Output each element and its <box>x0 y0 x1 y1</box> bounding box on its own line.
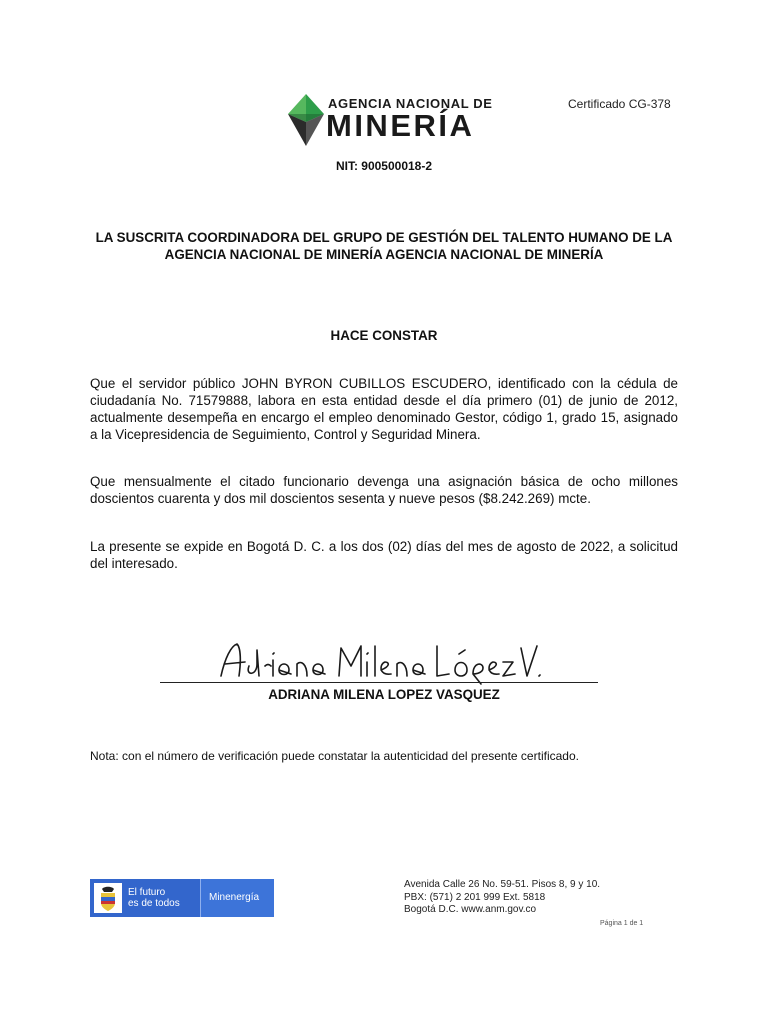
banner-slogan-line1: El futuro <box>128 887 166 898</box>
banner-slogan-line2: es de todos <box>128 898 180 909</box>
coat-of-arms-icon <box>94 883 122 913</box>
body-paragraph-salary: Que mensualmente el citado funcionario devenga una asignación básica de ocho millones doscientos cuarenta y dos mil doscientos sesenta y nueve pesos ($8.242.269) mcte. <box>90 474 678 506</box>
page-number: Página 1 de 1 <box>600 920 644 927</box>
diamond-logo-icon <box>288 94 324 146</box>
address-line3: Bogotá D.C. www.anm.gov.co <box>404 904 537 915</box>
logo-text-line1: AGENCIA NACIONAL DE <box>328 96 493 111</box>
document-heading: LA SUSCRITA COORDINADORA DEL GRUPO DE GESTIÓN DEL TALENTO HUMANO DE LA AGENCIA NACIONAL DE MINERÍA AGENCIA NACIONAL DE MINERÍA <box>95 230 673 262</box>
address-line1: Avenida Calle 26 No. 59-51. Pisos 8, 9 y 10. <box>404 879 601 890</box>
address-line2: PBX: (571) 2 201 999 Ext. 5818 <box>404 891 546 903</box>
banner-right-panel <box>200 879 274 917</box>
body-paragraph-employment: Que el servidor público JOHN BYRON CUBILLOS ESCUDERO, identificado con la cédula de ciudadanía No. 71579888, labora en esta entidad desde el día primero (01) de junio de 2012, actualmente desempeña en encargo el empleo denominado Gestor, código 1, grado 15, asignado a la Vicepresidencia de Seguimiento, Control y Seguridad Minera. <box>90 376 678 442</box>
handwritten-signature <box>215 636 545 686</box>
logo-text-line2: MINERÍA <box>326 108 475 143</box>
document-subheading: HACE CONSTAR <box>330 328 438 343</box>
footer-address <box>404 879 600 917</box>
agency-logo <box>288 92 493 148</box>
body-paragraph-issuance: La presente se expide en Bogotá D. C. a los dos (02) días del mes de agosto de 2022, a solicitud del interesado. <box>90 539 678 571</box>
signature-line <box>160 682 598 683</box>
government-banner <box>90 879 273 917</box>
signer-name: ADRIANA MILENA LOPEZ VASQUEZ <box>268 687 500 702</box>
banner-left-panel <box>90 879 200 917</box>
ministry-name: Minenergía <box>209 892 260 903</box>
certificate-number: Certificado CG-378 <box>568 97 671 111</box>
verification-note: Nota: con el número de verificación puede constatar la autenticidad del presente certificado. <box>90 749 579 763</box>
nit-number: NIT: 900500018-2 <box>335 159 433 173</box>
